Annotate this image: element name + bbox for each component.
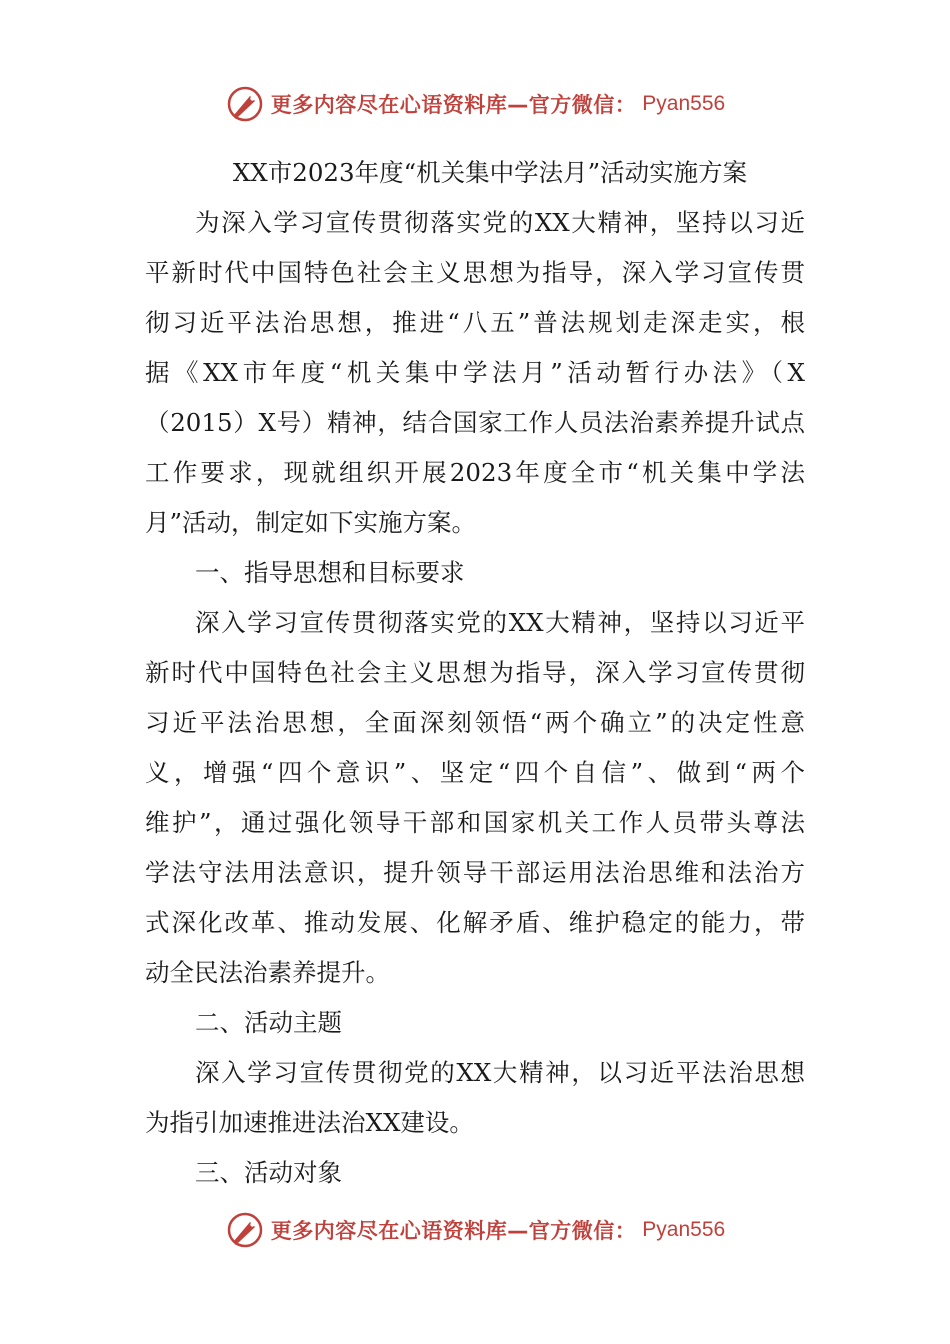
paragraph-line: 据《XX市年度“机关集中学法月”活动暂行办法》（X	[145, 358, 805, 387]
section-heading: 三、活动对象	[195, 1158, 342, 1187]
paragraph-line: 式深化改革、推动发展、化解矛盾、维护稳定的能力，带	[145, 908, 805, 937]
paragraph-line: 月”活动，制定如下实施方案。	[145, 508, 477, 537]
paragraph-line: 动全民法治素养提升。	[145, 958, 390, 987]
paragraph-line: 学法守法用法意识，提升领导干部运用法治思维和法治方	[145, 858, 805, 887]
paragraph-line: 维护”，通过强化领导干部和国家机关工作人员带头尊法	[145, 808, 805, 837]
paragraph-line: （2015）X号）精神，结合国家工作人员法治素养提升试点	[145, 408, 805, 437]
watermark-banner-bottom	[0, 1205, 950, 1255]
watermark-banner-top	[0, 79, 950, 129]
paragraph-line: 彻习近平法治思想，推进“八五”普法规划走深走实，根	[145, 308, 805, 337]
paragraph-line: 深入学习宣传贯彻党的XX大精神，以习近平法治思想	[195, 1058, 805, 1087]
watermark-wechat-id: Pyan556	[642, 92, 726, 115]
pen-nib-logo-icon	[225, 1210, 265, 1250]
document-title: XX市2023年度“机关集中学法月”活动实施方案	[232, 158, 748, 187]
paragraph-line: 平新时代中国特色社会主义思想为指导，深入学习宣传贯	[145, 258, 805, 287]
paragraph-line: 习近平法治思想，全面深刻领悟“两个确立”的决定性意	[145, 708, 805, 737]
watermark-wechat-id: Pyan556	[642, 1218, 726, 1241]
paragraph-line: 义，增强“四个意识”、坚定“四个自信”、做到“两个	[145, 758, 805, 787]
section-heading: 二、活动主题	[195, 1008, 342, 1037]
paragraph-line: 为深入学习宣传贯彻落实党的XX大精神，坚持以习近	[195, 208, 805, 237]
pen-nib-logo-icon	[225, 84, 265, 124]
paragraph-line: 为指引加速推进法治XX建设。	[145, 1108, 474, 1137]
document-body	[145, 148, 805, 1198]
paragraph-line: 工作要求，现就组织开展2023年度全市“机关集中学法	[145, 458, 805, 487]
paragraph-line: 深入学习宣传贯彻落实党的XX大精神，坚持以习近平	[195, 608, 805, 637]
paragraph-line: 新时代中国特色社会主义思想为指导，深入学习宣传贯彻	[145, 658, 805, 687]
watermark-text: 更多内容尽在心语资料库—官方微信：	[270, 1219, 637, 1243]
section-heading: 一、指导思想和目标要求	[195, 558, 465, 587]
watermark-text: 更多内容尽在心语资料库—官方微信：	[270, 93, 637, 117]
